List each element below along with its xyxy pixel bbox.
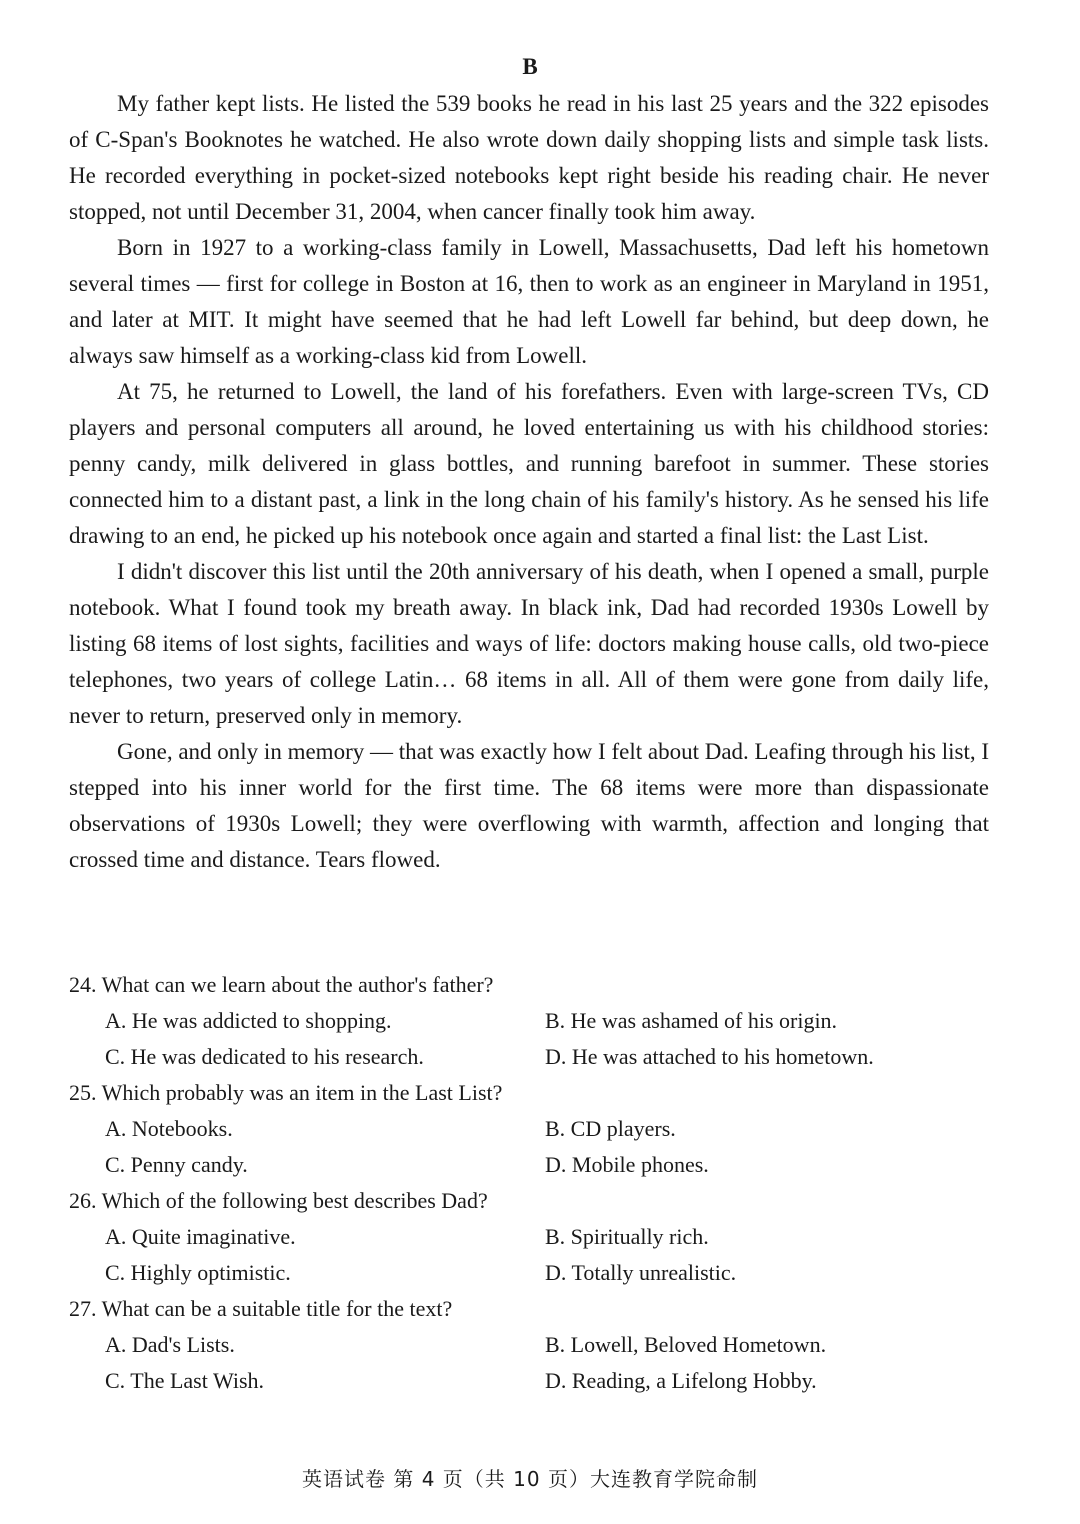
question-26 [69, 1183, 989, 1291]
option-b: B. Lowell, Beloved Hometown. [545, 1332, 827, 1357]
page-footer: 英语试卷 第 4 页（共 10 页）大连教育学院命制 [302, 1467, 758, 1491]
option-a: A. Quite imaginative. [105, 1224, 296, 1249]
answer-options [69, 1219, 989, 1291]
passage-paragraph: Gone, and only in memory — that was exactly how I felt about Dad. Leafing through his list, I stepped into his inner world for the first time. The 68 items were more than dispassionate observations of 1930s Lowell; they were overflowing with warmth, affection and longing that crossed time and distance. Tears flowed. [69, 739, 989, 872]
option-c: C. Highly optimistic. [105, 1260, 291, 1285]
question-27 [69, 1291, 989, 1399]
question-stem: 24. What can we learn about the author's father? [69, 972, 494, 997]
passage-paragraph: At 75, he returned to Lowell, the land of his forefathers. Even with large-screen TVs, CD players and personal computers all around, he loved entertaining us with his childhood stories: penny candy, milk delivered in glass bottles, and running barefoot in summer. These stories connected him to a distant past, a link in the long chain of his family's history. As he sensed his life drawing to an end, he picked up his notebook once again and started a final list: the Last List. [69, 379, 989, 548]
option-c: C. The Last Wish. [105, 1368, 265, 1393]
question-stem: 26. Which of the following best describes Dad? [69, 1188, 488, 1213]
answer-options [69, 1111, 989, 1183]
answer-options [69, 1327, 989, 1399]
option-a: A. Dad's Lists. [105, 1332, 235, 1357]
option-d: D. Totally unrealistic. [545, 1260, 737, 1285]
question-25 [69, 1075, 989, 1183]
option-b: B. He was ashamed of his origin. [545, 1008, 838, 1033]
option-a: A. He was addicted to shopping. [105, 1008, 392, 1033]
answer-options [69, 1003, 989, 1075]
option-d: D. Mobile phones. [545, 1152, 709, 1177]
question-stem: 27. What can be a suitable title for the text? [69, 1296, 453, 1321]
section-title: B [522, 54, 538, 79]
question-list [69, 967, 989, 1399]
option-d: D. He was attached to his hometown. [545, 1044, 874, 1069]
question-24 [69, 967, 989, 1075]
passage [69, 86, 989, 878]
passage-paragraph: My father kept lists. He listed the 539 books he read in his last 25 years and the 322 episodes of C-Span's Booknotes he watched. He also wrote down daily shopping lists and simple task lists. He recorded everything in pocket-sized notebooks kept right beside his reading chair. He never stopped, not until December 31, 2004, when cancer finally took him away. [69, 91, 989, 224]
option-a: A. Notebooks. [105, 1116, 233, 1141]
question-stem: 25. Which probably was an item in the Last List? [69, 1080, 503, 1105]
passage-paragraph: Born in 1927 to a working-class family in Lowell, Massachusetts, Dad left his hometown several times — first for college in Boston at 16, then to work as an engineer in Maryland in 1951, and later at MIT. It might have seemed that he had left Lowell far behind, but deep down, he always saw himself as a working-class kid from Lowell. [69, 235, 989, 368]
option-c: C. He was dedicated to his research. [105, 1044, 424, 1069]
passage-paragraph: I didn't discover this list until the 20th anniversary of his death, when I opened a small, purple notebook. What I found took my breath away. In black ink, Dad had recorded 1930s Lowell by listing 68 items of lost sights, facilities and ways of life: doctors making house calls, old two-piece telephones, two years of college Latin… 68 items in all. All of them were gone from daily life, never to return, preserved only in memory. [69, 559, 989, 728]
option-c: C. Penny candy. [105, 1152, 248, 1177]
option-d: D. Reading, a Lifelong Hobby. [545, 1368, 817, 1393]
option-b: B. Spiritually rich. [545, 1224, 709, 1249]
option-b: B. CD players. [545, 1116, 676, 1141]
